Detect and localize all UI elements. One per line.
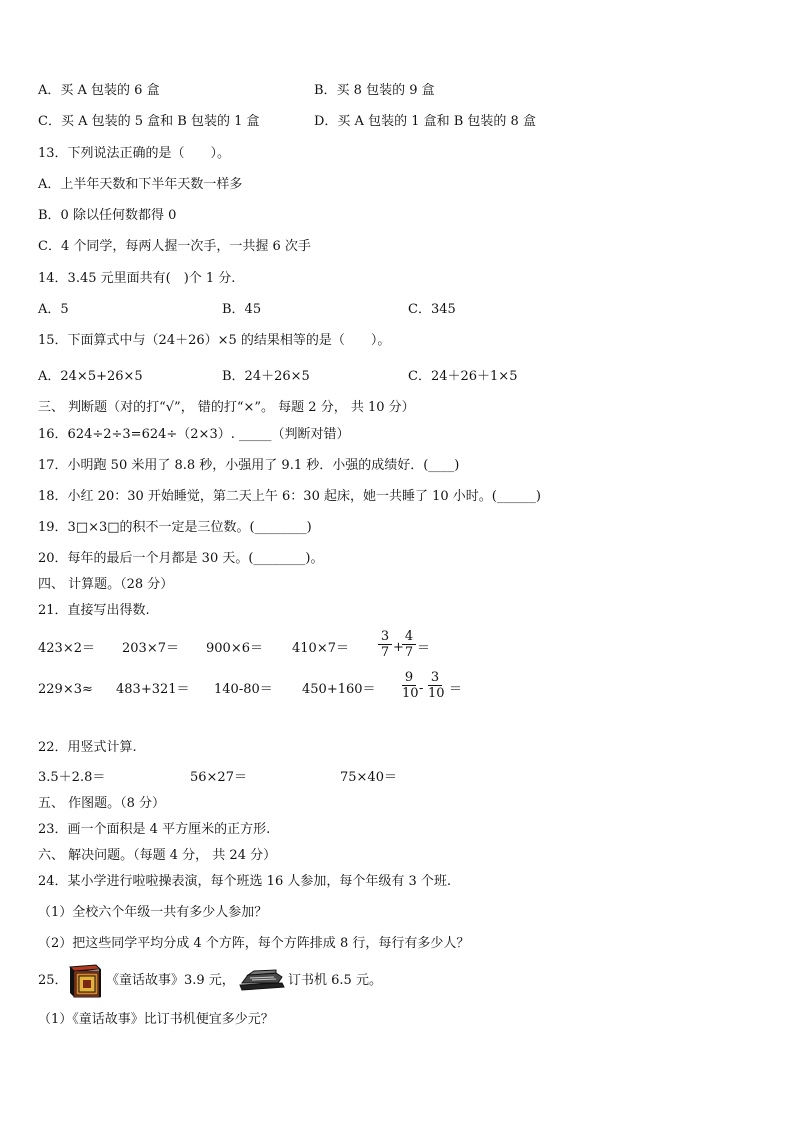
stapler-icon xyxy=(238,967,286,997)
q20: 20．每年的最后一个月都是 30 天。(________)。 xyxy=(38,551,324,566)
section6-title: 六、 解决问题。（每题 4 分， 共 24 分） xyxy=(38,848,277,863)
q15-stem: 15．下面算式中与（24＋26）×5 的结果相等的是（ ）。 xyxy=(38,333,391,348)
q13-stem: 13．下列说法正确的是（ ）。 xyxy=(38,146,231,161)
calc-item: 410×7＝ xyxy=(292,641,349,656)
calc-item: 450+160＝ xyxy=(302,682,376,697)
q13-option-a: A．上半年天数和下半年天数一样多 xyxy=(38,177,243,192)
q16: 16．624÷2÷3=624÷（2×3）. _____（判断对错） xyxy=(38,427,350,442)
q15-option-b: B．24＋26×5 xyxy=(222,369,310,384)
q14-option-b: B．45 xyxy=(222,302,262,317)
section5-title: 五、 作图题。（8 分） xyxy=(38,796,166,811)
q17: 17．小明跑 50 米用了 8.8 秒，小强用了 9.1 秒．小强的成绩好．(____) xyxy=(38,458,460,473)
q25-book-price: 《童话故事》3.9 元， xyxy=(106,973,235,988)
q24: 24．某小学进行啦啦操表演，每个班选 16 人参加，每个年级有 3 个班. xyxy=(38,874,452,889)
calc-item: 229×3≈ xyxy=(38,682,93,697)
q25-stapler-price: 订书机 6.5 元。 xyxy=(288,973,382,988)
q14-stem: 14．3.45 元里面共有( )个 1 分. xyxy=(38,271,236,286)
calc-item: 3.5＋2.8＝ xyxy=(38,770,106,785)
calc-item: 75×40＝ xyxy=(340,770,397,785)
q12-option-a: A．买 A 包装的 6 盒 xyxy=(38,83,160,98)
q25-part1: （1）《童话故事》比订书机便宜多少元？ xyxy=(38,1012,274,1027)
q25-number: 25． xyxy=(38,973,68,988)
calc-item: 140-80＝ xyxy=(214,682,273,697)
section3-title: 三、 判断题（对的打“√”， 错的打“×”。 每题 2 分， 共 10 分） xyxy=(38,400,415,415)
q15-option-a: A．24×5+26×5 xyxy=(38,369,143,384)
fraction-3-10 xyxy=(428,670,445,701)
fraction-denominator: 10 xyxy=(402,686,419,701)
q22: 22．用竖式计算. xyxy=(38,740,137,755)
fraction-numerator: 9 xyxy=(404,670,414,685)
fraction-denominator: 7 xyxy=(404,645,414,660)
fraction-denominator: 7 xyxy=(380,645,390,660)
fraction-4-7 xyxy=(402,629,416,660)
calc-item: 483+321＝ xyxy=(116,682,190,697)
q13-option-b: B．0 除以任何数都得 0 xyxy=(38,208,177,223)
fraction-3-7 xyxy=(378,629,392,660)
q12-option-c: C．买 A 包装的 5 盒和 B 包装的 1 盒 xyxy=(38,114,260,129)
fraction-numerator: 4 xyxy=(404,629,414,644)
q13-option-c: C．4 个同学，每两人握一次手，一共握 6 次手 xyxy=(38,239,311,254)
equals-sign: ＝ xyxy=(449,682,463,697)
book-icon xyxy=(64,963,104,1003)
fraction-numerator: 3 xyxy=(380,629,390,644)
q12-option-d: D．买 A 包装的 1 盒和 B 包装的 8 盒 xyxy=(314,114,536,129)
calc-item: 56×27＝ xyxy=(190,770,247,785)
fraction-denominator: 10 xyxy=(428,686,445,701)
fraction-operator: - xyxy=(419,681,424,696)
fraction-numerator: 3 xyxy=(430,670,440,685)
q18: 18．小红 20：30 开始睡觉，第二天上午 6：30 起床，她一共睡了 10 小时。(______) xyxy=(38,489,541,504)
fraction-9-10 xyxy=(402,670,419,701)
section4-title: 四、 计算题。（28 分） xyxy=(38,577,174,592)
q19: 19．3□×3□的积不一定是三位数。(________) xyxy=(38,520,312,535)
fraction-operator: + xyxy=(393,640,404,655)
q12-option-b: B．买 8 包装的 9 盒 xyxy=(314,83,435,98)
q14-option-c: C．345 xyxy=(408,302,456,317)
q15-option-c: C．24＋26＋1×5 xyxy=(408,369,518,384)
equals-sign: ＝ xyxy=(417,641,431,656)
q14-option-a: A．5 xyxy=(38,302,69,317)
calc-item: 423×2＝ xyxy=(38,641,95,656)
q24-part1: （1）全校六个年级一共有多少人参加？ xyxy=(38,905,268,920)
q21: 21．直接写出得数. xyxy=(38,603,150,618)
calc-item: 203×7＝ xyxy=(122,641,179,656)
q23: 23．画一个面积是 4 平方厘米的正方形. xyxy=(38,822,271,837)
q24-part2: （2）把这些同学平均分成 4 个方阵，每个方阵排成 8 行，每行有多少人？ xyxy=(38,936,470,951)
calc-item: 900×6＝ xyxy=(206,641,263,656)
